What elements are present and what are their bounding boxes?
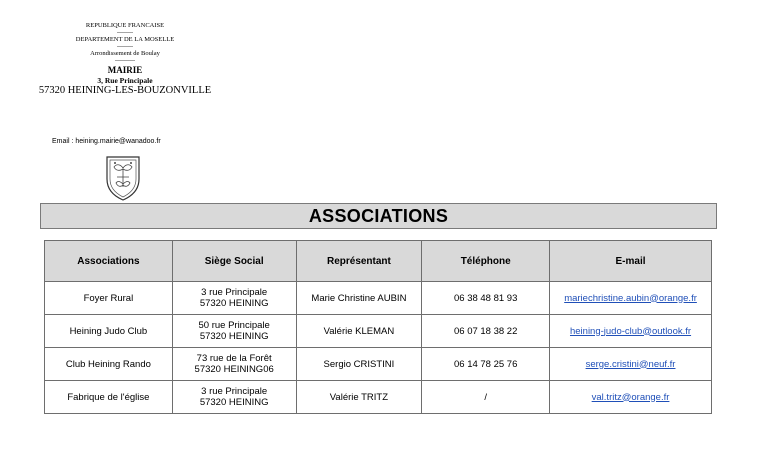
telephone: 06 38 48 81 93: [422, 282, 550, 315]
letterhead: [30, 22, 220, 97]
representant: Sergio CRISTINI: [296, 348, 422, 381]
email-cell: [550, 348, 712, 381]
representant: Marie Christine AUBIN: [296, 282, 422, 315]
table-row: [45, 348, 712, 381]
email-link[interactable]: serge.cristini@neuf.fr: [585, 358, 676, 370]
siege-city: 57320 HEINING: [199, 298, 269, 309]
email-cell: [550, 381, 712, 414]
table-row: [45, 315, 712, 348]
siege-street: 3 rue Principale: [201, 287, 268, 298]
telephone: 06 07 18 38 22: [422, 315, 550, 348]
email-cell: [550, 282, 712, 315]
email-link[interactable]: mariechristine.aubin@orange.fr: [564, 292, 697, 304]
mairie-title: MAIRIE: [107, 65, 143, 75]
department-label: DEPARTEMENT DE LA MOSELLE: [75, 36, 175, 43]
header-siege-social: Siège Social: [172, 241, 296, 282]
association-name: Foyer Rural: [45, 282, 173, 315]
table-header-row: [45, 241, 712, 282]
siege-street: 50 rue Principale: [198, 320, 270, 331]
table-row: [45, 381, 712, 414]
header-telephone: Téléphone: [422, 241, 550, 282]
separator: --------: [117, 30, 133, 36]
siege-social: [172, 315, 296, 348]
arrondissement-label: Arrondissement de Boulay: [90, 50, 160, 57]
header-email: E-mail: [550, 241, 712, 282]
email-link[interactable]: heining-judo-club@outlook.fr: [569, 325, 692, 337]
siege-city: 57320 HEINING: [199, 331, 269, 342]
siege-social: [172, 381, 296, 414]
commune-name: 57320 HEINING-LES-BOUZONVILLE: [38, 85, 212, 96]
association-name: Heining Judo Club: [45, 315, 173, 348]
mairie-email: Email : heining.mairie@wanadoo.fr: [52, 138, 161, 145]
associations-banner: ASSOCIATIONS: [40, 203, 717, 229]
mairie-address: 3, Rue Principale: [97, 76, 153, 85]
representant: Valérie TRITZ: [296, 381, 422, 414]
table-row: [45, 282, 712, 315]
email-cell: [550, 315, 712, 348]
telephone: /: [422, 381, 550, 414]
coat-of-arms-icon: [104, 153, 142, 201]
siege-city: 57320 HEINING06: [194, 364, 274, 375]
association-name: Fabrique de l'église: [45, 381, 173, 414]
telephone: 06 14 78 25 76: [422, 348, 550, 381]
country-label: REPUBLIQUE FRANCAISE: [85, 22, 165, 29]
siege-social: [172, 348, 296, 381]
siege-social: [172, 282, 296, 315]
associations-table: [44, 240, 712, 414]
header-representant: Représentant: [296, 241, 422, 282]
representant: Valérie KLEMAN: [296, 315, 422, 348]
siege-city: 57320 HEINING: [199, 397, 269, 408]
siege-street: 3 rue Principale: [201, 386, 268, 397]
association-name: Club Heining Rando: [45, 348, 173, 381]
header-associations: Associations: [45, 241, 173, 282]
separator: ----------: [115, 58, 135, 64]
siege-street: 73 rue de la Forêt: [196, 353, 272, 364]
email-link[interactable]: val.tritz@orange.fr: [591, 391, 670, 403]
separator: --------: [117, 44, 133, 50]
